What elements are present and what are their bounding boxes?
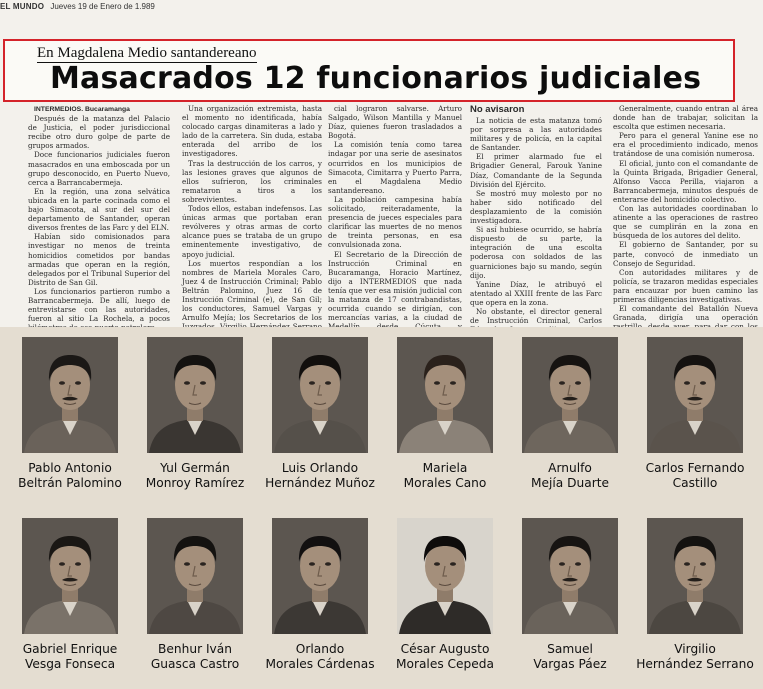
article-paragraph [182, 104, 322, 159]
paragraph-text: El oficial, junto con el comandante de la Quinta Brigada, Brigadier General, Alfonso Vacca Perilla, viajaron a Barrancabermeja, minutos después de enterarse del homicidio colectivo. [613, 158, 758, 204]
article-paragraph [613, 268, 758, 304]
article-column-3 [328, 104, 462, 322]
victim-name [252, 642, 388, 672]
victims-photo-panel [0, 327, 763, 689]
victim-portrait [272, 518, 368, 634]
victim-card [508, 508, 632, 685]
article-paragraph [182, 159, 322, 204]
victim-card [508, 327, 632, 504]
headline-title: Masacrados 12 funcionarios judiciales [50, 61, 702, 96]
article-column-5 [613, 104, 758, 322]
article-paragraph [470, 152, 602, 188]
article-paragraph [182, 204, 322, 259]
paragraph-text: La comisión tenía como tarea indagar por una serie de asesinatos ocurridos en los municipios de Simacota, Cimitarra y Puerto Parra, en el Magdalena Medio santandereano. [328, 140, 462, 195]
victim-first-name: Luis Orlando [281, 461, 359, 475]
paragraph-text: Todos ellos, estaban indefensos. Las únicas armas que portaban eran revólveres y otras armas de corto alcance pues se trataba de un grupo eminentemente investigativo, de apoyo judicial. [182, 204, 322, 259]
article-paragraph [470, 280, 602, 307]
victim-name [502, 461, 638, 491]
article-paragraph [328, 195, 462, 250]
article-paragraph [28, 287, 170, 332]
victim-first-name: Orlando [295, 642, 345, 656]
victim-name [127, 642, 263, 672]
article-paragraph [613, 104, 758, 131]
article-paragraph [470, 189, 602, 225]
victim-name [377, 461, 513, 491]
victim-name [252, 461, 388, 491]
article-paragraph [28, 232, 170, 287]
victim-portrait [272, 337, 368, 453]
victim-name [627, 642, 763, 672]
article-column-1 [28, 104, 170, 322]
paragraph-text: Con las autoridades coordinaban lo atinente a las operaciones de rastreo que se cumplirán en la zona en búsqueda de los autores del delito. [613, 204, 758, 241]
newspaper-name: EL MUNDO [0, 2, 45, 11]
victim-last-name: Vargas Páez [533, 657, 607, 671]
masthead [0, 0, 763, 14]
victim-card [633, 327, 757, 504]
headline-box [3, 39, 735, 102]
victim-last-name: Mejía Duarte [531, 476, 609, 490]
article-column-4 [470, 104, 602, 326]
paragraph-text: Doce funcionarios judiciales fueron masacrados en una emboscada por un grupo desconocido, en Puerto Nuevo, cerca a Barrancabermeja. [28, 150, 170, 187]
victim-portrait [522, 518, 618, 634]
paragraph-text: Si así hubiese ocurrido, se habría dispuesto de su parte, la integración de una escolta poderosa con soldados de las guarniciones bajo su mando, según dijo. [470, 225, 602, 280]
victim-card [383, 327, 507, 504]
paragraph-text: El primer alarmado fue el Brigadier General, Farouk Yanine Díaz, Comandante de la Segunda División del Ejército. [470, 152, 602, 189]
victim-first-name: Gabriel Enrique [22, 642, 118, 656]
victim-first-name: Pablo Antonio [28, 461, 112, 475]
paragraph-text: Generalmente, cuando entran al área donde han de trabajar, solicitan la escolta que estimen necesaria. [613, 104, 758, 132]
paragraph-text: Los muertos respondían a los nombres de Mariela Morales Caro, Juez 4 de Instrucción Criminal; Pablo Beltrán Palomino, Juez 16 de Instrucción Criminal (e), de San Gil; los conductores, Samuel Vargas y Arnulfo Mejía; los Secretarios de los [182, 258, 322, 323]
victim-last-name: Vesga Fonseca [24, 657, 116, 671]
paragraph-text: La noticia de esta matanza tomó por sorpresa a las autoridades militares y de policía, en la capital de Santander. [470, 116, 602, 153]
victim-portrait [397, 518, 493, 634]
paragraph-text: El Secretario de la Dirección de Instrucción Criminal en Bucaramanga, Horacio Martínez, dijo a INTERMEDIOS que nada tenía que ver esa misión judicial con la matanza de 17 contrabandistas, ocurrida cuando se dirigían, con mercancías varias, a la ciudad de [328, 249, 462, 323]
victim-first-name: Samuel [547, 642, 593, 656]
article-paragraph [28, 187, 170, 232]
victim-portrait [522, 337, 618, 453]
paragraph-text: Los funcionarios partieron rumbo a Barrancabermeja. De allí, luego de entrevistarse con las autoridades, fueron al sitio La Rochela, a pocos [28, 286, 170, 324]
paragraph-text: Una organización extremista, hasta el momento no identificada, había colocado cargas dinamiteras a lado y lado de la carretera. Sin duda, estaba enterada del arribo de los investigadores. [182, 104, 322, 159]
victim-card [258, 327, 382, 504]
article-paragraph [613, 204, 758, 240]
victim-last-name: Hernández Muñoz [265, 476, 375, 490]
article-paragraph [613, 240, 758, 267]
paragraph-text: El gobierno de Santander, por su parte, convocó de inmediato un Consejo de Seguridad. [613, 240, 758, 268]
victim-last-name: Monroy Ramírez [145, 476, 245, 490]
article-paragraph [613, 159, 758, 204]
victim-last-name: Beltrán Palomino [18, 476, 122, 490]
paragraph-text: Habían sido comisionados para investigar no menos de treinta homicidios cometidos por bandas armadas que operan en la región, delegados por el Tribunal Superior del Distrito de San Gil. [28, 232, 170, 287]
victim-portrait [22, 518, 118, 634]
victim-card [133, 327, 257, 504]
victim-name [127, 461, 263, 491]
paragraph-text: Después de la matanza del Palacio de Justicia, el poder jurisdiccional recibe otro duro golpe de parte de grupos armados. [28, 114, 170, 151]
article-paragraph [613, 131, 758, 158]
paragraph-text: Pero para el general Yanine ese no era el procedimiento indicado, menos tratándose de una comisión numerosa. [613, 131, 758, 159]
dateline: INTERMEDIOS. Bucaramanga [34, 106, 130, 113]
victim-last-name: Morales Cano [403, 476, 487, 490]
victim-card [383, 508, 507, 685]
paragraph-text: Con autoridades militares y de policía, se trazaron medidas especiales para encauzar por buen camino las primeras diligencias investigativas. [613, 267, 758, 304]
victim-name [377, 642, 513, 672]
article-body [28, 104, 758, 326]
headline-kicker: En Magdalena Medio santandereano [37, 45, 257, 61]
victim-last-name: Morales Cepeda [395, 657, 494, 671]
article-paragraph [28, 114, 170, 150]
victim-first-name: Carlos Fernando [645, 461, 745, 475]
victim-card [633, 508, 757, 685]
victim-first-name: César Augusto [400, 642, 490, 656]
article-paragraph [470, 116, 602, 152]
victim-portrait [147, 518, 243, 634]
victim-last-name: Castillo [672, 476, 718, 490]
victim-last-name: Hernández Serrano [636, 657, 754, 671]
victim-card [133, 508, 257, 685]
article-paragraph [328, 104, 462, 140]
victim-last-name: Guasca Castro [150, 657, 240, 671]
paragraph-text: Tras la destrucción de los carros, y las lesiones graves que algunos de ellos sufrieron, los criminales remataron a tiros a los sobrevivientes. [182, 158, 322, 204]
victim-portrait [397, 337, 493, 453]
victim-portrait [647, 337, 743, 453]
victim-last-name: Morales Cárdenas [265, 657, 375, 671]
article-paragraph [470, 225, 602, 280]
victim-portrait [147, 337, 243, 453]
paragraph-text: cial lograron salvarse. Arturo Salgado, Wilson Mantilla y Manuel Díaz, quienes fueron trasladados a Bogotá. [328, 104, 462, 141]
paragraph-text: Se mostró muy molesto por no haber sido notificado del desplazamiento de la comisión investigadora. [470, 188, 602, 226]
article-column-2 [182, 104, 322, 322]
paragraph-text: El comandante del Batallón Nueva Granada, dirigía una operación [613, 304, 758, 323]
victim-name [627, 461, 763, 491]
victim-card [258, 508, 382, 685]
victim-card [8, 327, 132, 504]
article-paragraph [28, 150, 170, 186]
victim-first-name: Arnulfo [548, 461, 592, 475]
victim-portrait [22, 337, 118, 453]
section-subhead: No avisaron [470, 104, 525, 115]
victim-name [2, 642, 138, 672]
victim-first-name: Mariela [422, 461, 468, 475]
paragraph-text: La población campesina había solicitado, reiteradamente, la presencia de jueces especiales para clarificar las muertes de no menos de treinta personas, en esa convulsionada zona. [328, 194, 462, 250]
victim-card [8, 508, 132, 685]
paragraph-text: Yanine Díaz, le atribuyó el atentado al XXIII frente de las Farc que opera en la zona. [470, 279, 602, 307]
article-paragraph [28, 104, 170, 114]
victim-name [502, 642, 638, 672]
paragraph-text: En la región, una zona selvática ubicada en la parte cocinada como el bajo Simacota, al sur del sur del departamento de Santander, operan diversos frentes de las Farc y del ELN. [28, 186, 170, 233]
article-paragraph [328, 140, 462, 195]
victim-first-name: Yul Germán [160, 461, 230, 475]
victim-first-name: Benhur Iván [158, 642, 232, 656]
victim-portrait [647, 518, 743, 634]
victim-first-name: Virgilio [674, 642, 716, 656]
publication-date: Jueves 19 de Enero de 1.989 [50, 2, 155, 11]
victim-name [2, 461, 138, 491]
paragraph-text: No obstante, el director general de Instrucción Criminal, Carlos [470, 306, 602, 326]
